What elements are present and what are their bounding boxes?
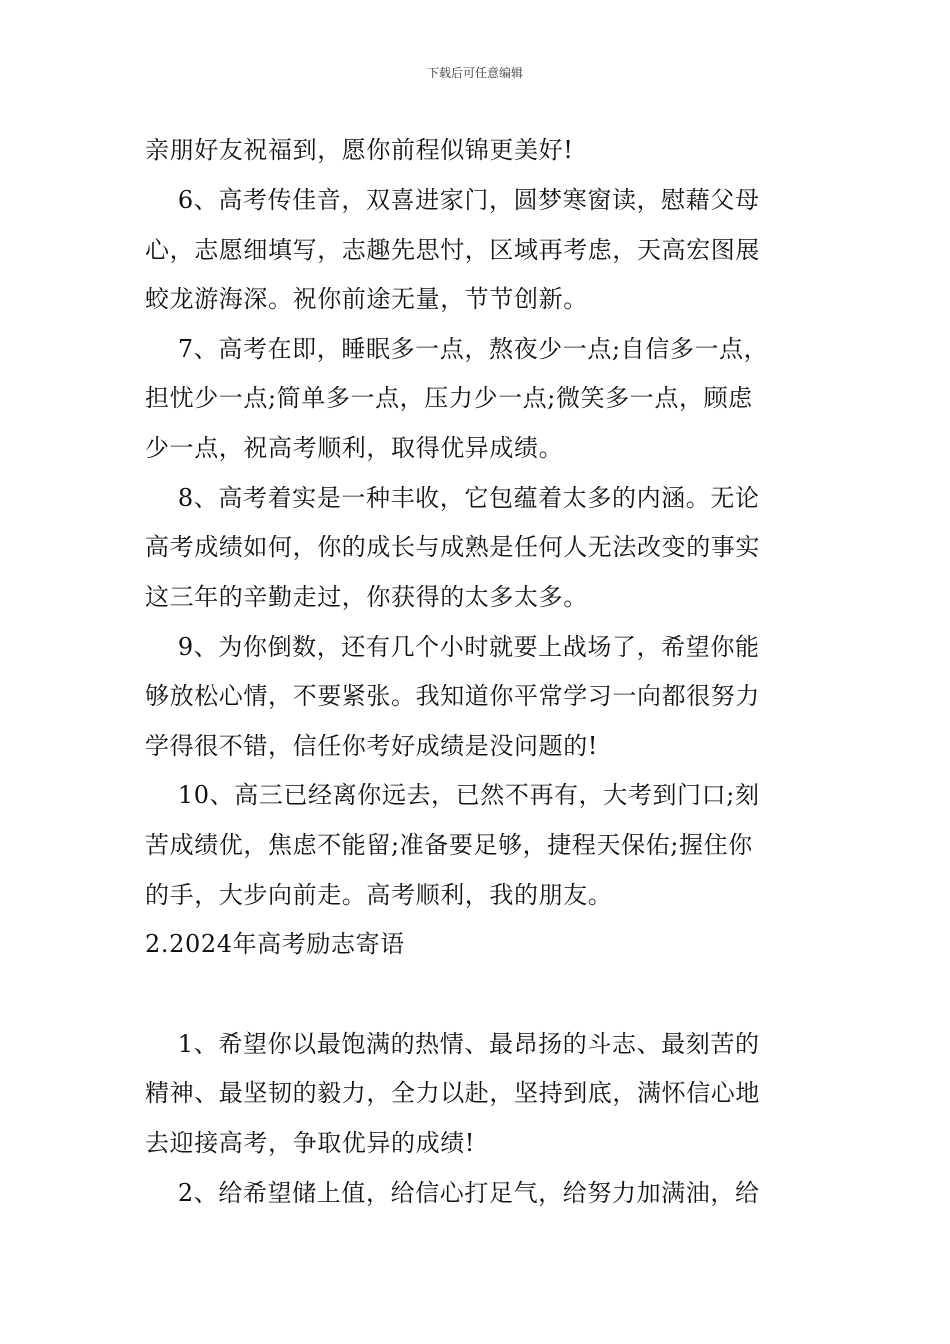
text-line: 高考成绩如何，你的成长与成熟是任何人无法改变的事实 <box>145 533 760 561</box>
text-line: 学得很不错，信任你考好成绩是没问题的! <box>145 732 599 760</box>
text-line: 1、希望你以最饱满的热情、最昂扬的斗志、最刻苦的 <box>145 1030 760 1058</box>
text-line: 2、给希望储上值，给信心打足气，给努力加满油，给 <box>145 1179 760 1207</box>
text-line: 9、为你倒数，还有几个小时就要上战场了，希望你能 <box>145 633 760 661</box>
text-line: 心，志愿细填写，志趣先思忖，区域再考虑，天高宏图展 <box>145 236 760 264</box>
page-header: 下载后可任意编辑 <box>426 66 523 80</box>
text-line: 精神、最坚韧的毅力，全力以赴，坚持到底，满怀信心地 <box>145 1079 760 1107</box>
section-heading: 2.2024年高考励志寄语 <box>145 930 405 958</box>
text-line: 8、高考着实是一种丰收，它包蕴着太多的内涵。无论 <box>145 484 760 512</box>
text-line: 少一点，祝高考顺利，取得优异成绩。 <box>145 434 564 462</box>
text-line: 10、高三已经离你远去，已然不再有，大考到门口;刻 <box>145 781 760 809</box>
text-line: 亲朋好友祝福到，愿你前程似锦更美好! <box>145 136 574 164</box>
text-line: 蛟龙游海深。祝你前途无量，节节创新。 <box>145 285 588 313</box>
text-line: 的手，大步向前走。高考顺利，我的朋友。 <box>145 881 613 909</box>
text-line: 够放松心情，不要紧张。我知道你平常学习一向都很努力 <box>145 682 760 710</box>
text-line: 去迎接高考，争取优异的成绩! <box>145 1129 476 1157</box>
text-line: 这三年的辛勤走过，你获得的太多太多。 <box>145 583 588 611</box>
text-line: 7、高考在即，睡眠多一点，熬夜少一点;自信多一点， <box>145 335 769 363</box>
text-line: 6、高考传佳音，双喜进家门，圆梦寒窗读，慰藉父母 <box>145 186 760 214</box>
text-line: 苦成绩优，焦虑不能留;准备要足够，捷程天保佑;握住你 <box>145 831 753 859</box>
text-line: 担忧少一点;简单多一点，压力少一点;微笑多一点，顾虑 <box>145 384 753 412</box>
